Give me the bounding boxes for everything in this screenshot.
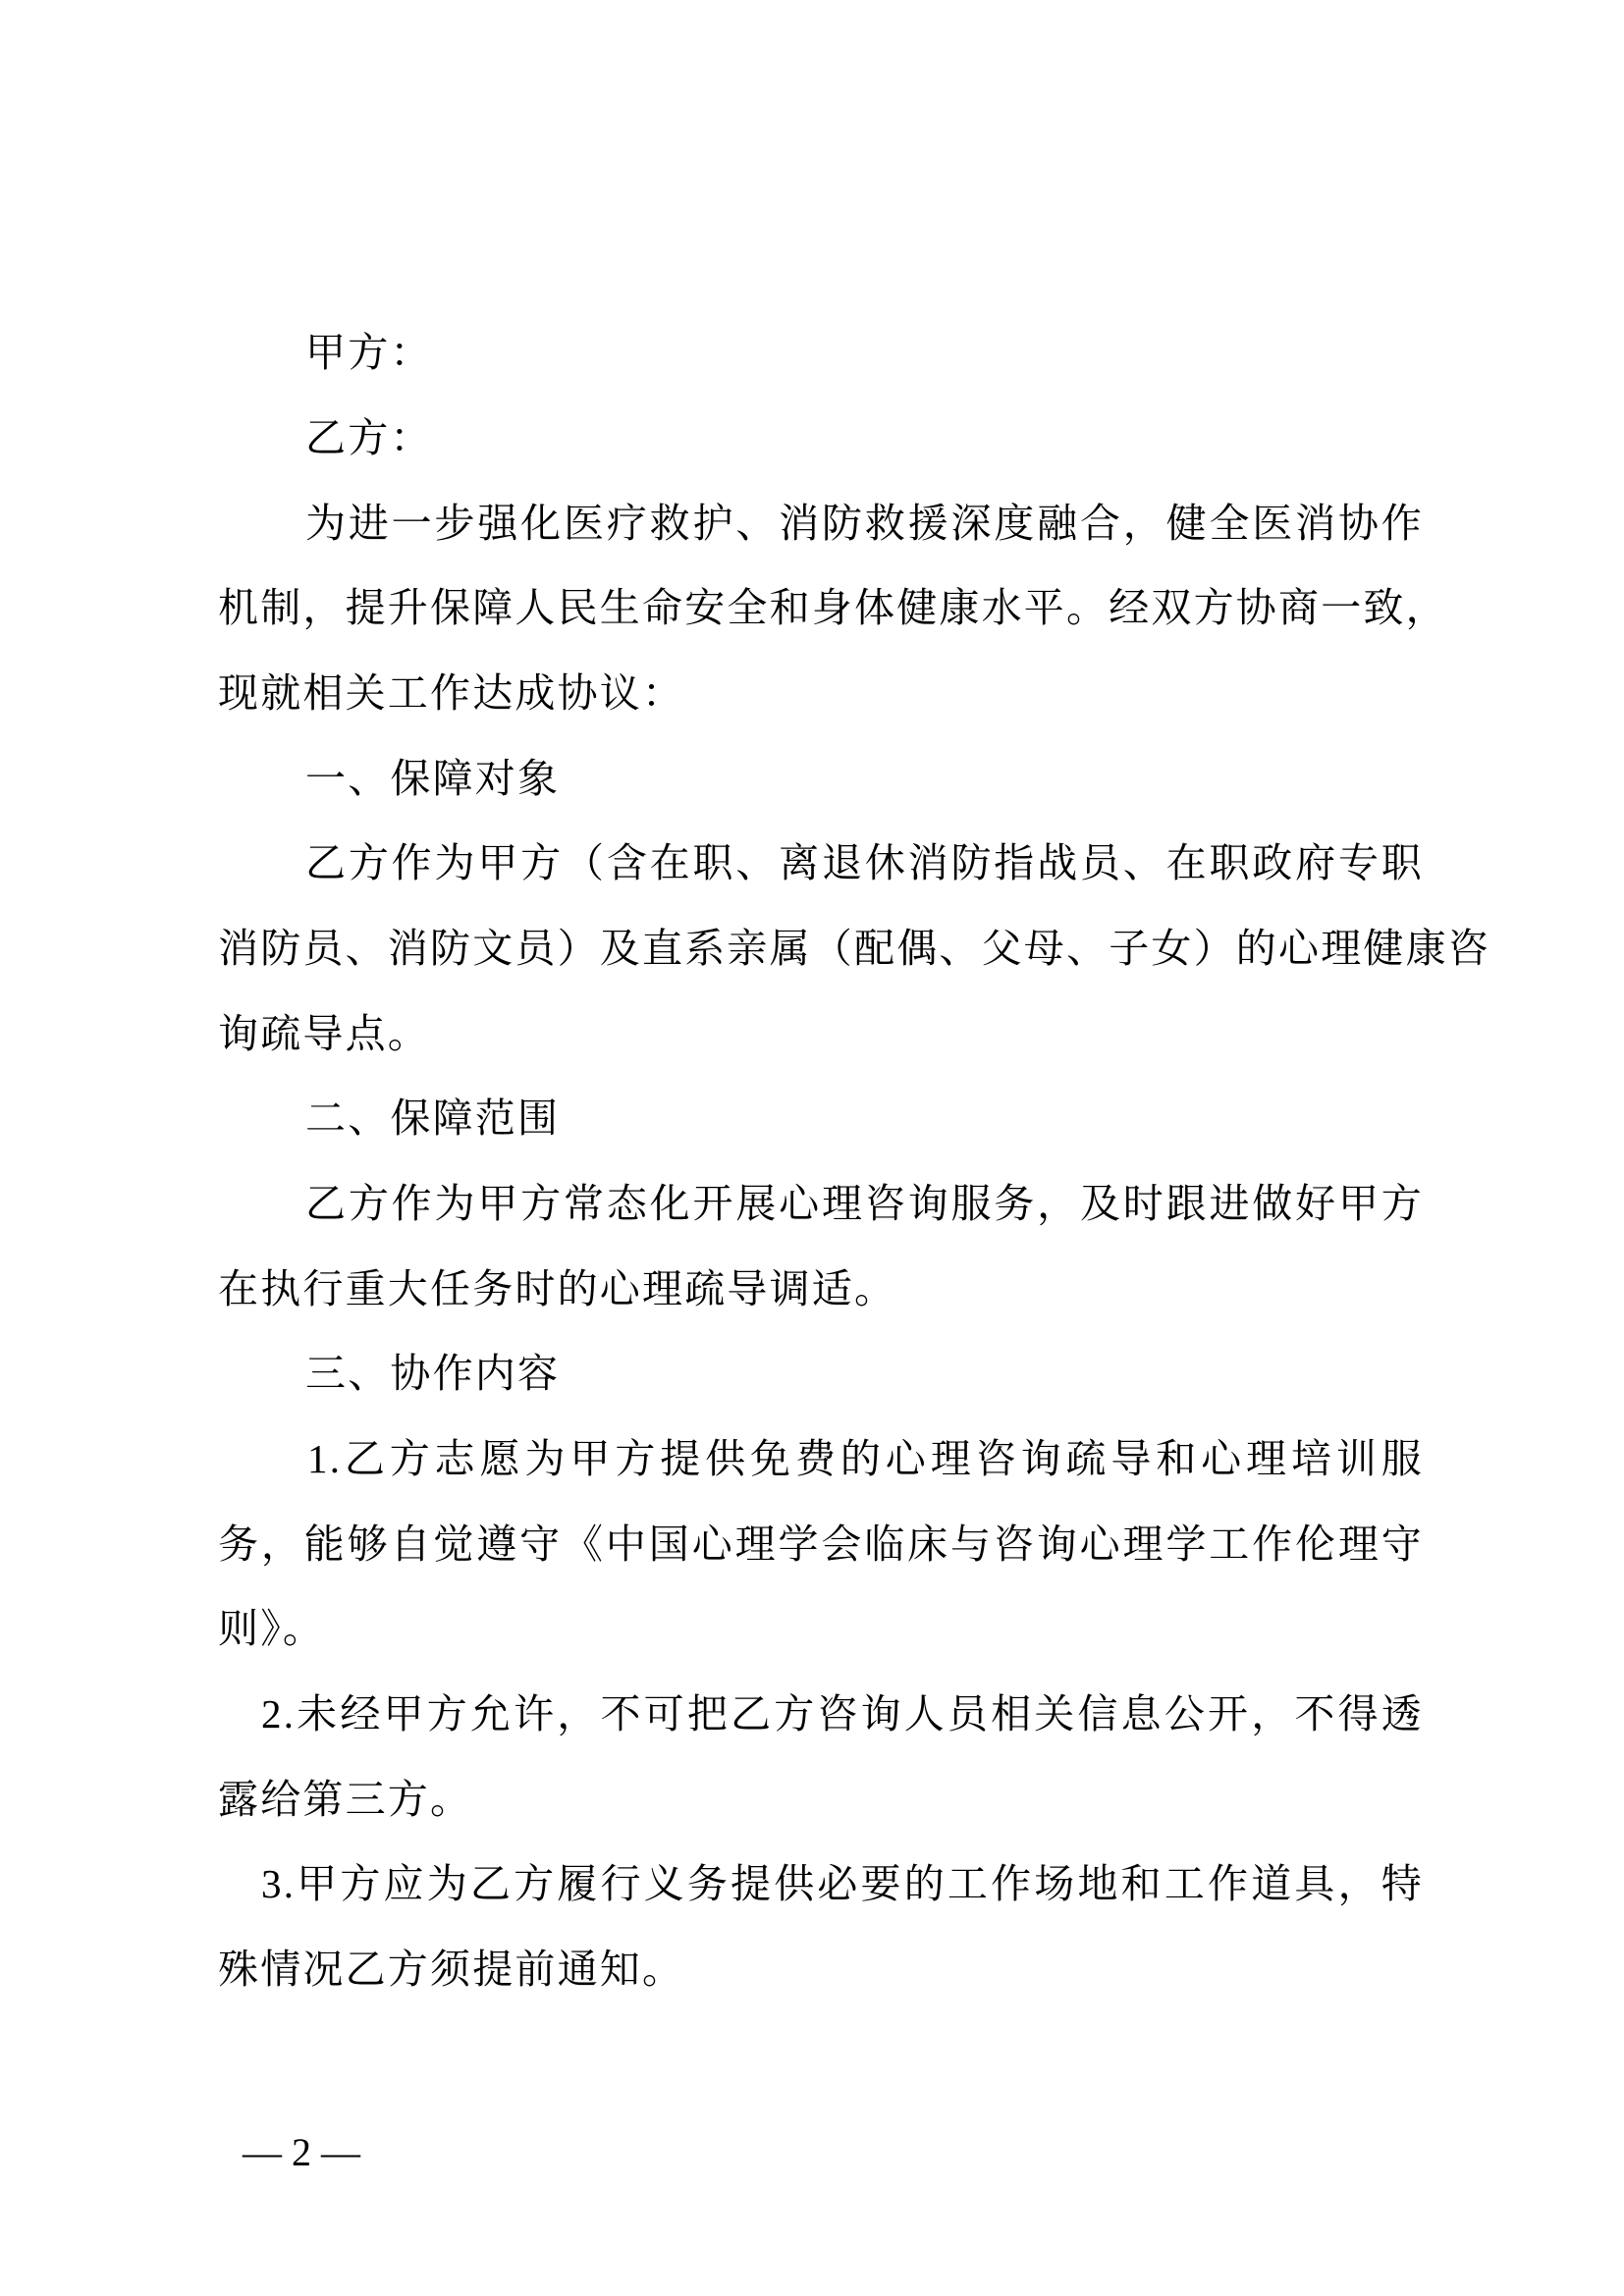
party-b-label: 乙方：: [305, 414, 433, 461]
item-2-text: 未经甲方允许，不可把乙方咨询人员相关信息公开，不得透: [296, 1690, 1424, 1737]
preamble-line-1: 为进一步强化医疗救护、消防救援深度融合，健全医消协作: [305, 500, 1424, 547]
section-1-line-1: 乙方作为甲方（含在职、离退休消防指战员、在职政府专职: [305, 839, 1424, 886]
item-1-number: 1.: [307, 1436, 343, 1481]
item-3-line-1: [261, 1854, 1424, 1913]
section-2-line-1: 乙方作为甲方常态化开展心理咨询服务，及时跟进做好甲方: [305, 1180, 1424, 1227]
item-2-number: 2.: [261, 1691, 297, 1736]
section-3-heading: 三、协作内容: [305, 1350, 561, 1397]
section-1-heading: 一、保障对象: [305, 755, 561, 802]
item-3-line-2: 殊情况乙方须提前通知。: [218, 1946, 685, 1993]
item-1-line-2: 务，能够自觉遵守《中国心理学会临床与咨询心理学工作伦理守: [218, 1521, 1424, 1568]
item-1-line-1: [307, 1429, 1424, 1488]
section-2-heading: 二、保障范围: [305, 1095, 561, 1142]
preamble-line-3: 现就相关工作达成协议：: [218, 669, 685, 717]
item-2-line-1: [261, 1684, 1424, 1743]
item-1-line-3: 则》。: [218, 1605, 326, 1652]
item-3-number: 3.: [261, 1861, 297, 1906]
party-a-label: 甲方：: [305, 329, 433, 376]
item-2-line-2: 露给第三方。: [218, 1776, 473, 1823]
section-1-line-3: 询疏导点。: [218, 1010, 430, 1057]
section-1-line-2: 消防员、消防文员）及直系亲属（配偶、父母、子女）的心理健康咨: [218, 925, 1490, 972]
preamble-line-2: 机制，提升保障人民生命安全和身体健康水平。经双方协商一致，: [218, 584, 1448, 631]
page-number: — 2 —: [243, 2130, 360, 2174]
section-2-line-2: 在执行重大任务时的心理疏导调适。: [218, 1265, 897, 1312]
item-1-text: 乙方志愿为甲方提供免费的心理咨询疏导和心理培训服: [342, 1435, 1424, 1482]
item-3-text: 甲方应为乙方履行义务提供必要的工作场地和工作道具，特: [296, 1860, 1424, 1907]
